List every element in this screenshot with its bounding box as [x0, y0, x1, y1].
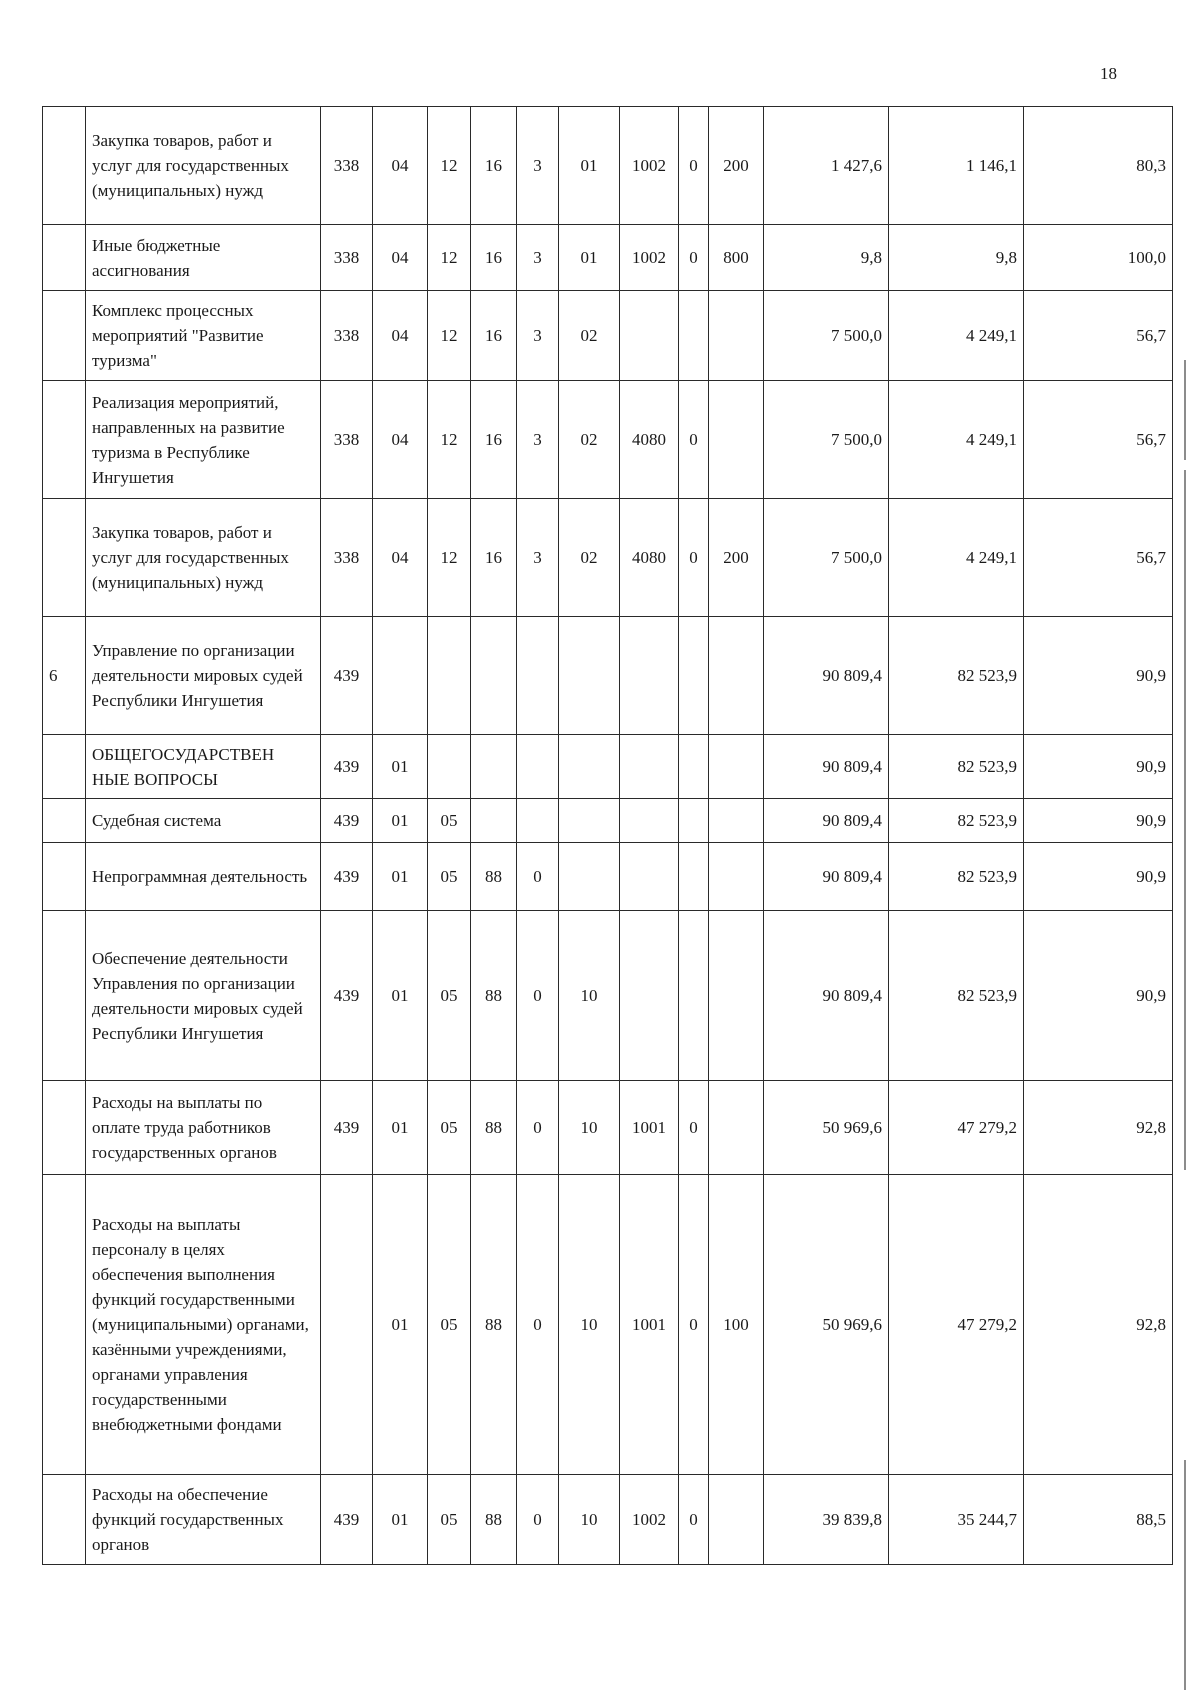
cell-subprogram: 3 [517, 499, 559, 617]
cell-grbs: 439 [321, 617, 373, 735]
cell-section: 04 [373, 381, 428, 499]
cell-plan: 9,8 [764, 225, 889, 291]
cell-subprogram [517, 617, 559, 735]
cell-event: 01 [559, 107, 620, 225]
cell-subsection: 05 [428, 799, 471, 843]
row-name: Управление по организации деятельности мировых судей Республики Ингушетия [86, 617, 321, 735]
cell-grbs: 338 [321, 291, 373, 381]
row-name: Расходы на выплаты по оплате труда работников государственных органов [86, 1081, 321, 1175]
cell-direction: 4080 [620, 381, 679, 499]
cell-plan: 90 809,4 [764, 799, 889, 843]
scan-edge-mark [1184, 470, 1186, 1170]
table-row [43, 381, 1173, 499]
cell-plan: 50 969,6 [764, 1081, 889, 1175]
cell-expense-type: 200 [709, 107, 764, 225]
scan-edge-mark [1184, 360, 1186, 460]
row-number [43, 843, 86, 911]
cell-percent: 90,9 [1024, 799, 1173, 843]
cell-program: 88 [471, 1081, 517, 1175]
cell-percent: 56,7 [1024, 499, 1173, 617]
cell-fact: 82 523,9 [889, 911, 1024, 1081]
row-number [43, 225, 86, 291]
cell-percent: 90,9 [1024, 735, 1173, 799]
cell-expense-type: 100 [709, 1175, 764, 1475]
table-row [43, 735, 1173, 799]
cell-expense-type: 800 [709, 225, 764, 291]
cell-expense-type [709, 291, 764, 381]
cell-direction: 1001 [620, 1175, 679, 1475]
cell-code-digit [679, 735, 709, 799]
cell-event: 10 [559, 911, 620, 1081]
cell-subprogram: 0 [517, 1081, 559, 1175]
cell-event: 10 [559, 1175, 620, 1475]
cell-percent: 90,9 [1024, 911, 1173, 1081]
table-row [43, 843, 1173, 911]
cell-code-digit: 0 [679, 499, 709, 617]
cell-expense-type [709, 799, 764, 843]
row-number [43, 1475, 86, 1565]
cell-code-digit: 0 [679, 1475, 709, 1565]
cell-direction: 1001 [620, 1081, 679, 1175]
cell-percent: 92,8 [1024, 1175, 1173, 1475]
cell-fact: 82 523,9 [889, 843, 1024, 911]
cell-fact: 47 279,2 [889, 1175, 1024, 1475]
cell-subprogram: 3 [517, 381, 559, 499]
cell-program: 16 [471, 499, 517, 617]
cell-expense-type [709, 735, 764, 799]
cell-program: 88 [471, 911, 517, 1081]
cell-program [471, 799, 517, 843]
row-name: ОБЩЕГОСУДАРСТВЕН НЫЕ ВОПРОСЫ [86, 735, 321, 799]
cell-program: 16 [471, 381, 517, 499]
row-number [43, 1175, 86, 1475]
cell-expense-type [709, 1475, 764, 1565]
cell-percent: 90,9 [1024, 843, 1173, 911]
cell-section: 01 [373, 799, 428, 843]
cell-grbs: 439 [321, 911, 373, 1081]
cell-direction [620, 843, 679, 911]
row-number [43, 911, 86, 1081]
row-name: Закупка товаров, работ и услуг для государственных (муниципальных) нужд [86, 499, 321, 617]
cell-section: 01 [373, 1081, 428, 1175]
cell-event [559, 799, 620, 843]
table-row [43, 291, 1173, 381]
cell-grbs: 338 [321, 381, 373, 499]
table-row [43, 225, 1173, 291]
cell-program [471, 617, 517, 735]
budget-table [42, 106, 1173, 1565]
cell-section: 01 [373, 1175, 428, 1475]
cell-grbs: 338 [321, 225, 373, 291]
cell-subprogram: 0 [517, 843, 559, 911]
table-row [43, 1475, 1173, 1565]
cell-fact: 4 249,1 [889, 291, 1024, 381]
cell-direction [620, 911, 679, 1081]
row-name: Реализация мероприятий, направленных на развитие туризма в Республике Ингушетия [86, 381, 321, 499]
cell-section: 04 [373, 291, 428, 381]
cell-subsection: 12 [428, 225, 471, 291]
cell-subsection [428, 735, 471, 799]
table-row [43, 1081, 1173, 1175]
cell-section: 04 [373, 499, 428, 617]
cell-direction [620, 617, 679, 735]
table-row [43, 799, 1173, 843]
row-number [43, 107, 86, 225]
cell-expense-type: 200 [709, 499, 764, 617]
cell-code-digit [679, 843, 709, 911]
cell-event [559, 735, 620, 799]
cell-direction: 1002 [620, 107, 679, 225]
cell-section: 04 [373, 225, 428, 291]
cell-event: 02 [559, 381, 620, 499]
cell-plan: 90 809,4 [764, 843, 889, 911]
cell-program [471, 735, 517, 799]
cell-subprogram: 0 [517, 1475, 559, 1565]
cell-code-digit: 0 [679, 1175, 709, 1475]
cell-plan: 7 500,0 [764, 381, 889, 499]
row-name: Расходы на выплаты персоналу в целях обеспечения выполнения функций государственными (муниципальными) органами, казёнными учреждениями, органами управления государственными внебюджетными фондами [86, 1175, 321, 1475]
cell-event [559, 617, 620, 735]
cell-expense-type [709, 843, 764, 911]
cell-event: 01 [559, 225, 620, 291]
table-row [43, 911, 1173, 1081]
page-number: 18 [1100, 64, 1117, 83]
cell-program: 88 [471, 1175, 517, 1475]
cell-fact: 47 279,2 [889, 1081, 1024, 1175]
row-name: Непрограммная деятельность [86, 843, 321, 911]
cell-percent: 88,5 [1024, 1475, 1173, 1565]
scan-edge-mark [1184, 1460, 1186, 1690]
cell-expense-type [709, 1081, 764, 1175]
cell-percent: 80,3 [1024, 107, 1173, 225]
cell-code-digit: 0 [679, 225, 709, 291]
row-number [43, 499, 86, 617]
cell-expense-type [709, 381, 764, 499]
table-row [43, 617, 1173, 735]
cell-subsection: 05 [428, 1175, 471, 1475]
cell-percent: 56,7 [1024, 291, 1173, 381]
cell-program: 16 [471, 225, 517, 291]
cell-direction: 1002 [620, 225, 679, 291]
cell-subprogram: 3 [517, 225, 559, 291]
cell-grbs: 439 [321, 735, 373, 799]
cell-direction: 1002 [620, 1475, 679, 1565]
row-number [43, 291, 86, 381]
cell-grbs [321, 1175, 373, 1475]
cell-event [559, 843, 620, 911]
table-row [43, 107, 1173, 225]
cell-subprogram: 0 [517, 1175, 559, 1475]
cell-subsection: 12 [428, 107, 471, 225]
cell-fact: 4 249,1 [889, 499, 1024, 617]
cell-subprogram: 3 [517, 107, 559, 225]
cell-direction [620, 291, 679, 381]
cell-section: 04 [373, 107, 428, 225]
cell-subsection [428, 617, 471, 735]
cell-grbs: 439 [321, 799, 373, 843]
row-name: Иные бюджетные ассигнования [86, 225, 321, 291]
cell-expense-type [709, 617, 764, 735]
row-name: Комплекс процессных мероприятий "Развитие туризма" [86, 291, 321, 381]
cell-event: 02 [559, 499, 620, 617]
cell-subprogram: 0 [517, 911, 559, 1081]
cell-code-digit [679, 617, 709, 735]
cell-grbs: 439 [321, 1081, 373, 1175]
cell-subsection: 05 [428, 1081, 471, 1175]
row-number [43, 735, 86, 799]
cell-subsection: 05 [428, 843, 471, 911]
cell-subsection: 12 [428, 499, 471, 617]
cell-direction [620, 799, 679, 843]
row-name: Закупка товаров, работ и услуг для государственных (муниципальных) нужд [86, 107, 321, 225]
cell-subsection: 05 [428, 1475, 471, 1565]
cell-percent: 100,0 [1024, 225, 1173, 291]
cell-percent: 92,8 [1024, 1081, 1173, 1175]
cell-event: 02 [559, 291, 620, 381]
cell-direction: 4080 [620, 499, 679, 617]
cell-plan: 1 427,6 [764, 107, 889, 225]
row-number [43, 799, 86, 843]
row-number [43, 381, 86, 499]
cell-fact: 35 244,7 [889, 1475, 1024, 1565]
row-name: Судебная система [86, 799, 321, 843]
cell-grbs: 439 [321, 1475, 373, 1565]
cell-subprogram: 3 [517, 291, 559, 381]
cell-subsection: 12 [428, 381, 471, 499]
cell-program: 16 [471, 107, 517, 225]
cell-section: 01 [373, 911, 428, 1081]
table-row [43, 499, 1173, 617]
row-name: Расходы на обеспечение функций государственных органов [86, 1475, 321, 1565]
cell-section [373, 617, 428, 735]
cell-percent: 56,7 [1024, 381, 1173, 499]
cell-subsection: 05 [428, 911, 471, 1081]
cell-direction [620, 735, 679, 799]
cell-code-digit: 0 [679, 381, 709, 499]
cell-event: 10 [559, 1081, 620, 1175]
cell-subprogram [517, 799, 559, 843]
cell-subprogram [517, 735, 559, 799]
row-number [43, 1081, 86, 1175]
cell-program: 88 [471, 1475, 517, 1565]
cell-grbs: 338 [321, 107, 373, 225]
cell-section: 01 [373, 1475, 428, 1565]
cell-fact: 82 523,9 [889, 735, 1024, 799]
cell-plan: 7 500,0 [764, 499, 889, 617]
cell-grbs: 439 [321, 843, 373, 911]
row-name: Обеспечение деятельности Управления по организации деятельности мировых судей Республики Ингушетия [86, 911, 321, 1081]
cell-percent: 90,9 [1024, 617, 1173, 735]
cell-code-digit: 0 [679, 1081, 709, 1175]
cell-plan: 90 809,4 [764, 911, 889, 1081]
cell-code-digit [679, 291, 709, 381]
cell-section: 01 [373, 843, 428, 911]
cell-code-digit [679, 911, 709, 1081]
cell-plan: 7 500,0 [764, 291, 889, 381]
cell-program: 16 [471, 291, 517, 381]
table-row [43, 1175, 1173, 1475]
cell-fact: 82 523,9 [889, 617, 1024, 735]
cell-section: 01 [373, 735, 428, 799]
cell-program: 88 [471, 843, 517, 911]
cell-fact: 82 523,9 [889, 799, 1024, 843]
cell-code-digit [679, 799, 709, 843]
cell-plan: 90 809,4 [764, 735, 889, 799]
cell-plan: 39 839,8 [764, 1475, 889, 1565]
cell-fact: 1 146,1 [889, 107, 1024, 225]
cell-grbs: 338 [321, 499, 373, 617]
cell-expense-type [709, 911, 764, 1081]
cell-fact: 9,8 [889, 225, 1024, 291]
cell-plan: 90 809,4 [764, 617, 889, 735]
row-number: 6 [43, 617, 86, 735]
cell-fact: 4 249,1 [889, 381, 1024, 499]
cell-event: 10 [559, 1475, 620, 1565]
cell-code-digit: 0 [679, 107, 709, 225]
cell-plan: 50 969,6 [764, 1175, 889, 1475]
cell-subsection: 12 [428, 291, 471, 381]
